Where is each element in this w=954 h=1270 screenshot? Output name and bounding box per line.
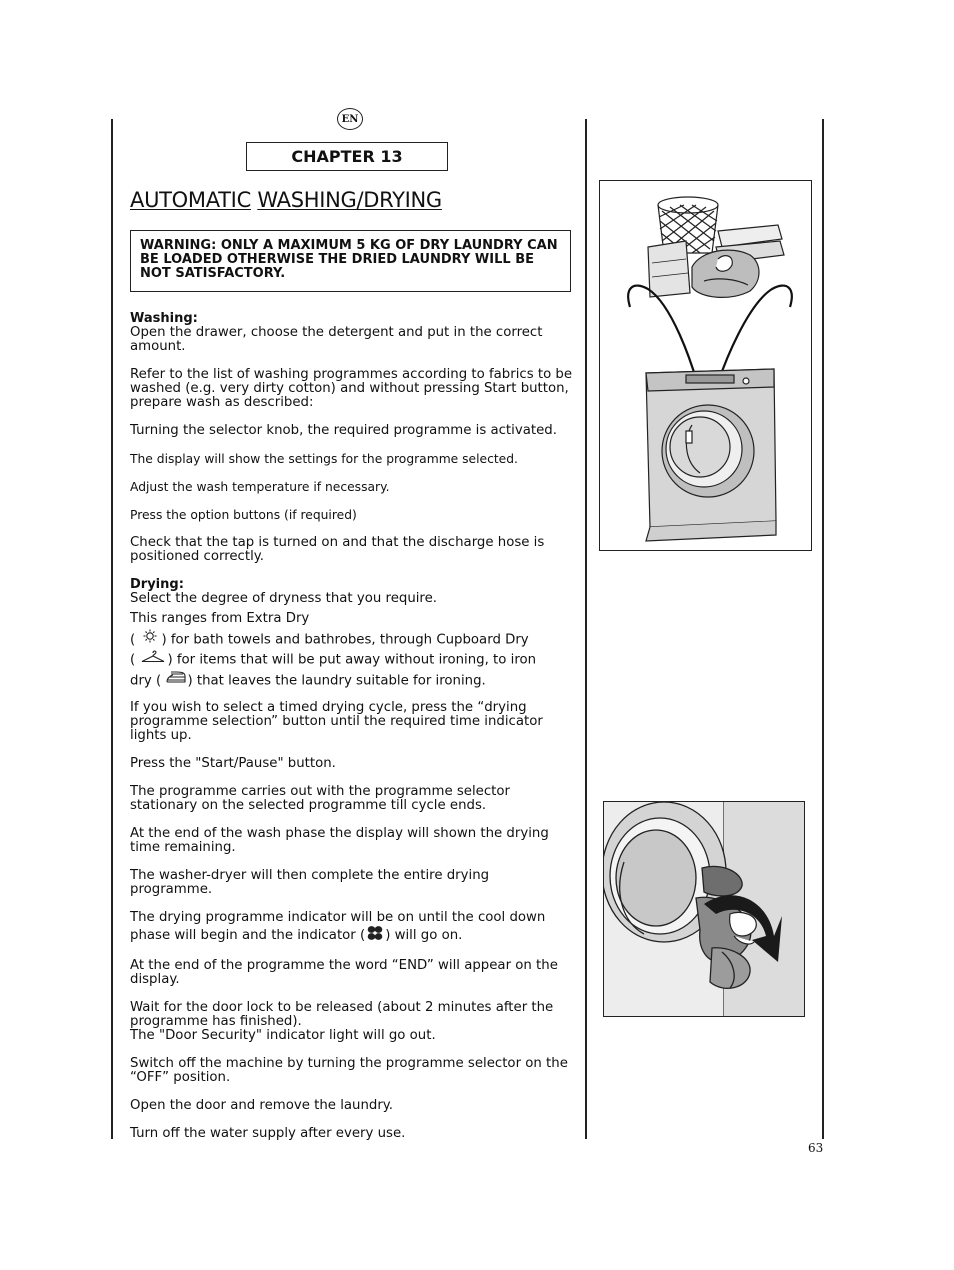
warning-box: WARNING: ONLY A MAXIMUM 5 KG OF DRY LAUNDRY CAN BE LOADED OTHERWISE THE DRIED LAUNDRY WILL BE NOT SATISFACTORY. bbox=[130, 230, 571, 292]
drying-step: Press the "Start/Pause" button. bbox=[130, 755, 336, 771]
drying-step: At the end of the programme the word “END” will appear on the display. bbox=[130, 957, 558, 987]
washing-step: Adjust the wash temperature if necessary. bbox=[130, 480, 390, 494]
drying-step: Turn off the water supply after every use. bbox=[130, 1125, 406, 1141]
drying-step: The programme carries out with the programme selector stationary on the selected programme till cycle ends. bbox=[130, 783, 510, 813]
iron-icon bbox=[165, 670, 187, 691]
laundry-loading-illustration bbox=[599, 180, 812, 551]
page-number: 63 bbox=[808, 1141, 824, 1155]
drying-line: Select the degree of dryness that you require. bbox=[130, 591, 438, 606]
drying-line-text: dry ( bbox=[130, 673, 162, 689]
drying-step: The washer-dryer will then complete the entire drying programme. bbox=[130, 867, 490, 897]
drying-step: Wait for the door lock to be released (about 2 minutes after the programme has finished). bbox=[130, 999, 554, 1029]
page-title bbox=[130, 188, 442, 212]
drying-line bbox=[130, 629, 575, 650]
washing-step: Press the option buttons (if required) bbox=[130, 508, 357, 522]
title-part-2: WASHING/DRYING bbox=[257, 188, 442, 212]
washing-step: Open the drawer, choose the detergent and put in the correct amount. bbox=[130, 325, 543, 354]
drying-line bbox=[130, 649, 575, 670]
drying-line-text: ) that leaves the laundry suitable for ironing. bbox=[187, 673, 486, 689]
washing-step: Check that the tap is turned on and that the discharge hose is positioned correctly. bbox=[130, 535, 545, 564]
drying-line-text: ) for items that will be put away without ironing, to iron bbox=[167, 652, 537, 668]
drying-line: This ranges from Extra Dry bbox=[130, 611, 310, 626]
dryness-levels bbox=[130, 592, 575, 691]
hanger-icon bbox=[139, 649, 167, 670]
fan-icon bbox=[365, 925, 385, 945]
drying-line-text: ) for bath towels and bathrobes, through Cupboard Dry bbox=[161, 631, 529, 647]
sun-icon bbox=[139, 629, 161, 650]
washing-step: The display will show the settings for the programme selected. bbox=[130, 452, 518, 466]
paren: ( bbox=[130, 631, 136, 647]
paren: ( bbox=[130, 652, 136, 668]
drying-step: The "Door Security" indicator light will go out. bbox=[130, 1027, 436, 1043]
language-badge: EN bbox=[337, 108, 363, 130]
washing-step: Refer to the list of washing programmes according to fabrics to be washed (e.g. very dirty cotton) and without pressing Start button, prepare wash as described: bbox=[130, 367, 573, 410]
left-column-rule bbox=[111, 119, 113, 1139]
drying-step-text: ) will go on. bbox=[385, 927, 463, 943]
instructions bbox=[130, 312, 575, 1155]
middle-column-rule bbox=[585, 119, 587, 1139]
drying-step: Switch off the machine by turning the programme selector on the “OFF” position. bbox=[130, 1055, 568, 1085]
drying-heading: Drying: bbox=[130, 577, 184, 592]
drying-step-text: The drying programme indicator will be on until the cool down phase will begin and the indicator ( bbox=[130, 909, 546, 943]
washing-heading: Washing: bbox=[130, 311, 198, 326]
drying-step bbox=[130, 911, 575, 945]
drying-step: Open the door and remove the laundry. bbox=[130, 1097, 394, 1113]
chapter-heading: CHAPTER 13 bbox=[246, 142, 448, 171]
title-part-1: AUTOMATIC bbox=[130, 188, 251, 212]
drying-line bbox=[130, 670, 575, 691]
laundry-unloading-illustration bbox=[603, 801, 805, 1017]
right-column-rule bbox=[822, 119, 824, 1139]
washing-step: Turning the selector knob, the required programme is activated. bbox=[130, 423, 557, 438]
drying-step: At the end of the wash phase the display will shown the drying time remaining. bbox=[130, 825, 549, 855]
drying-step: If you wish to select a timed drying cycle, press the “drying programme selection” button until the required time indicator lights up. bbox=[130, 699, 543, 743]
